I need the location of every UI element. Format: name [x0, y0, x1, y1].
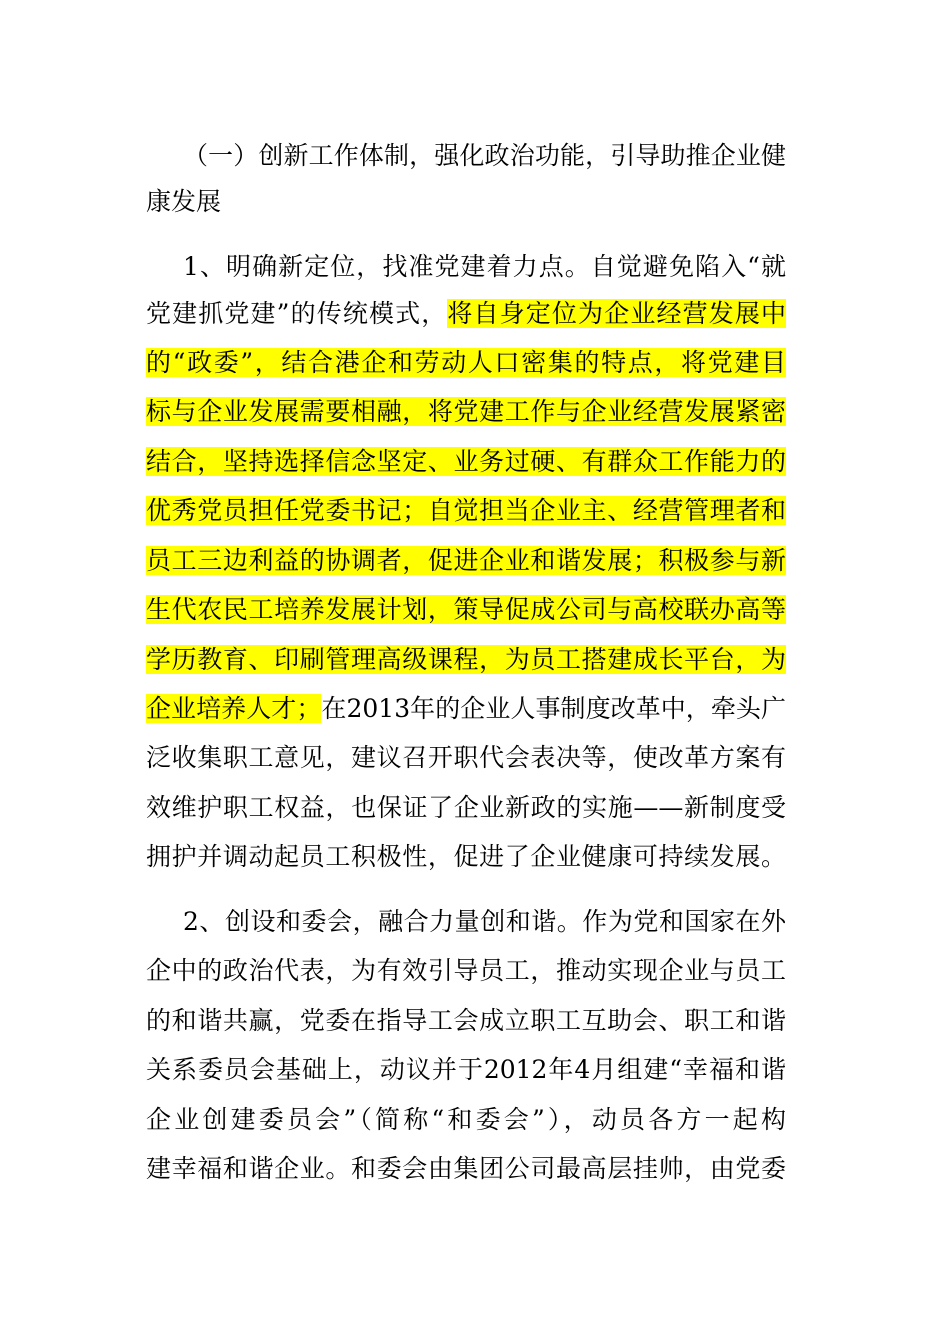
highlighted-text: 结合，坚持选择信念坚定、业务过硬、有群众工作能力的 [146, 447, 786, 476]
paragraph-line: 的和谐共赢，党委在指导工会成立职工互助会、职工和谐 [146, 1006, 786, 1035]
paragraph-line [146, 541, 786, 581]
highlighted-text: 将自身定位为企业经营发展中 [447, 299, 786, 328]
paragraph-line: 企业创建委员会”（简称“和委会”），动员各方一起构 [146, 1105, 786, 1134]
plain-text: 在2013年的企业人事制度改革中，牵头广 [321, 694, 786, 723]
paragraph-line [146, 491, 786, 531]
section-heading-line: 康发展 [146, 187, 222, 216]
paragraph-line: 效维护职工权益，也保证了企业新政的实施——新制度受 [146, 793, 786, 822]
paragraph-line [146, 442, 786, 482]
paragraph-line [146, 640, 786, 680]
paragraph-line: 泛收集职工意见，建议召开职代会表决等，使改革方案有 [146, 743, 786, 772]
highlighted-text: 的“政委”，结合港企和劳动人口密集的特点，将党建目 [146, 348, 786, 377]
paragraph-line [146, 343, 786, 383]
paragraph-line: 2、创设和委会，融合力量创和谐。作为党和国家在外 [183, 907, 786, 936]
paragraph-line [146, 689, 786, 729]
highlighted-text: 企业培养人才； [146, 694, 322, 723]
paragraph-line: 1、明确新定位，找准党建着力点。自觉避免陷入“就 [183, 252, 786, 281]
paragraph-line: 企中的政治代表，为有效引导员工，推动实现企业与员工 [146, 956, 786, 985]
highlighted-text: 标与企业发展需要相融，将党建工作与企业经营发展紧密 [146, 397, 786, 426]
highlighted-text: 生代农民工培养发展计划，策导促成公司与高校联办高等 [146, 595, 786, 624]
paragraph-line [146, 392, 786, 432]
paragraph-line: 拥护并调动起员工积极性，促进了企业健康可持续发展。 [146, 842, 786, 871]
paragraph-line [146, 590, 786, 630]
highlighted-text: 优秀党员担任党委书记；自觉担当企业主、经营管理者和 [146, 496, 786, 525]
highlighted-text: 员工三边利益的协调者，促进企业和谐发展；积极参与新 [146, 546, 786, 575]
plain-text: 党建抓党建”的传统模式， [146, 299, 448, 328]
section-heading-line: （一）创新工作体制，强化政治功能，引导助推企业健 [183, 141, 786, 170]
paragraph-line [146, 294, 786, 334]
paragraph-line: 关系委员会基础上，动议并于2012年4月组建“幸福和谐 [146, 1055, 786, 1084]
paragraph-line: 建幸福和谐企业。和委会由集团公司最高层挂帅，由党委 [146, 1154, 786, 1183]
highlighted-text: 学历教育、印刷管理高级课程，为员工搭建成长平台，为 [146, 645, 786, 674]
